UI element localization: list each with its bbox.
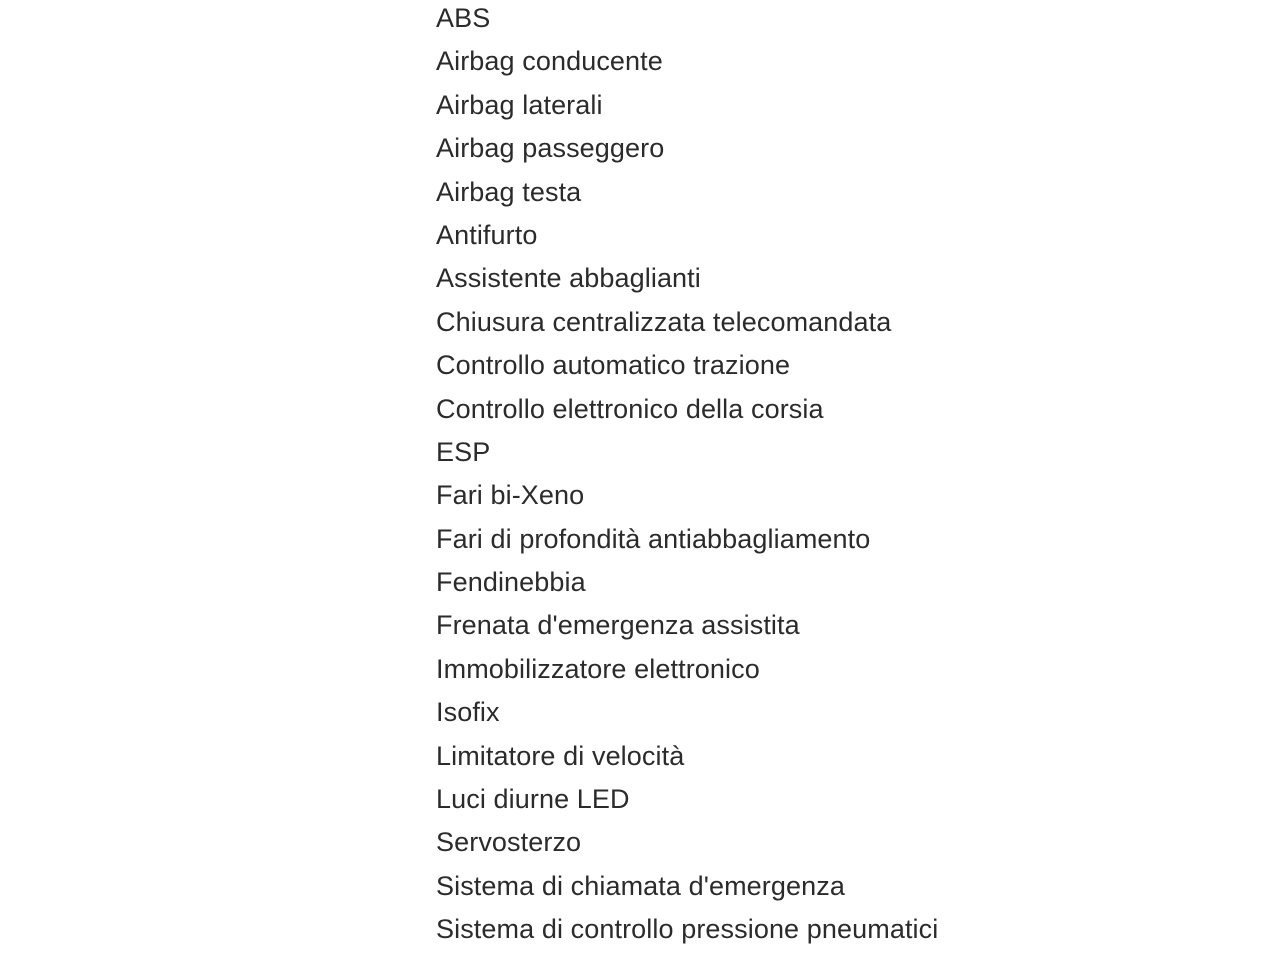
feature-item-antifurto: Antifurto <box>436 219 538 250</box>
feature-item-esp: ESP <box>436 436 491 467</box>
feature-item-limitatore-velocita: Limitatore di velocità <box>436 740 685 771</box>
feature-item-airbag-conducente: Airbag conducente <box>436 46 663 77</box>
feature-item-chiamata-emergenza: Sistema di chiamata d'emergenza <box>436 870 845 901</box>
feature-item-fendinebbia: Fendinebbia <box>436 567 586 598</box>
feature-item-chiusura-centralizzata: Chiusura centralizzata telecomandata <box>436 306 892 337</box>
feature-item-servosterzo: Servosterzo <box>436 827 582 858</box>
feature-item-airbag-passeggero: Airbag passeggero <box>436 133 665 164</box>
feature-item-frenata-emergenza: Frenata d'emergenza assistita <box>436 610 800 641</box>
feature-item-fari-bi-xeno: Fari bi-Xeno <box>436 480 585 511</box>
feature-item-assistente-abbaglianti: Assistente abbaglianti <box>436 263 701 294</box>
feature-item-airbag-testa: Airbag testa <box>436 176 582 207</box>
feature-item-luci-diurne-led: Luci diurne LED <box>436 784 630 815</box>
feature-item-abs: ABS <box>436 3 491 33</box>
feature-item-immobilizzatore: Immobilizzatore elettronico <box>436 653 760 684</box>
feature-item-controllo-trazione: Controllo automatico trazione <box>436 350 791 381</box>
feature-item-pressione-pneumatici: Sistema di controllo pressione pneumatici <box>436 914 939 945</box>
feature-item-controllo-corsia: Controllo elettronico della corsia <box>436 393 824 424</box>
feature-item-fari-profondita: Fari di profondità antiabbagliamento <box>436 523 871 554</box>
feature-item-airbag-laterali: Airbag laterali <box>436 89 603 120</box>
feature-list <box>436 0 938 952</box>
feature-item-isofix: Isofix <box>436 697 500 728</box>
